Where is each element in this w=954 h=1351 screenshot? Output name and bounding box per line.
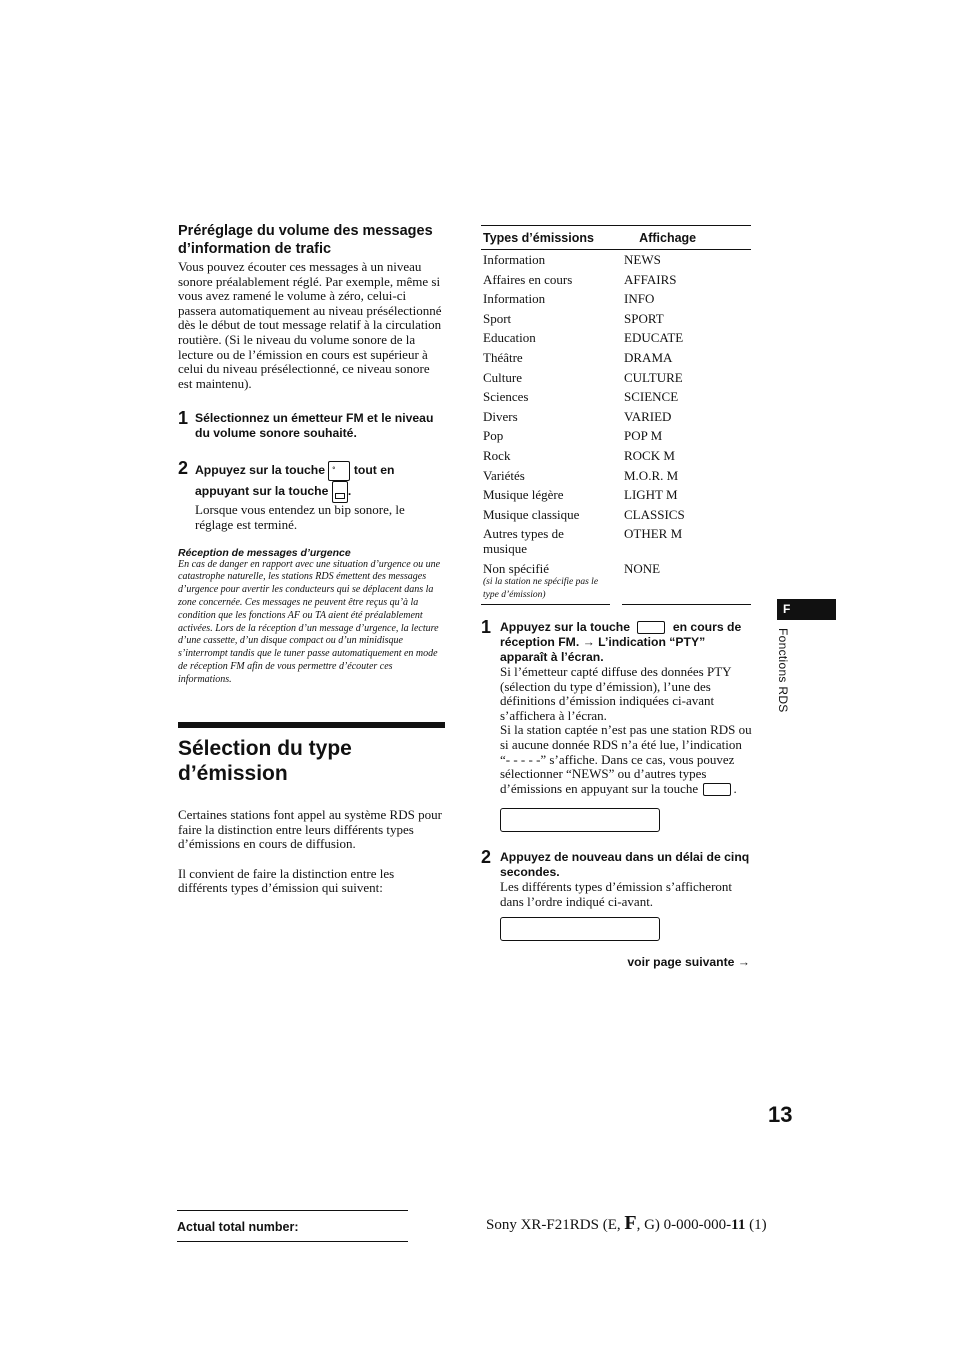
cell-note: (si la station ne spécifie pas le type d’émission) bbox=[483, 577, 599, 600]
step-text: Appuyez sur la touche bbox=[500, 620, 631, 634]
cell-display: SPORT bbox=[624, 310, 664, 326]
table-row bbox=[481, 508, 751, 523]
table-row bbox=[481, 273, 751, 288]
cell-type-text: Théâtre bbox=[483, 349, 523, 365]
table-row bbox=[481, 312, 751, 327]
footer-text-bold: 11 bbox=[731, 1217, 746, 1233]
footer-text-bold: F bbox=[624, 1212, 637, 1234]
cell-type-text: Sport bbox=[483, 310, 512, 326]
cell-type-text: Education bbox=[483, 330, 536, 346]
step-text: . bbox=[347, 484, 352, 499]
step-text: tout en appuyant sur la touche bbox=[195, 463, 395, 499]
cell-type bbox=[481, 253, 624, 268]
cell-type bbox=[481, 331, 624, 346]
cell-type-text: Variétés bbox=[483, 467, 525, 483]
display-illustration bbox=[500, 808, 660, 832]
cell-type-text: Rock bbox=[483, 447, 511, 463]
cell-display: POP M bbox=[624, 428, 663, 444]
step-number: 2 bbox=[481, 847, 492, 868]
cell-display: LIGHT M bbox=[624, 487, 678, 503]
step-body: Lorsque vous entendez un bip sonore, le réglage est terminé. bbox=[195, 502, 405, 532]
step-text: Si la station captée n’est pas une station RDS ou si aucune donnée RDS n’a été lue, l’indication “- - - - -” s’affiche. Dans ce cas, vous pouvez sélectionner “NEWS” ou d’autres types d’émissions en appuyant sur la touche bbox=[500, 722, 752, 796]
footer-total bbox=[177, 1210, 408, 1242]
cell-display: CULTURE bbox=[624, 369, 683, 385]
cell-type bbox=[481, 371, 624, 386]
step-1-preset bbox=[178, 408, 446, 441]
cell-display: INFO bbox=[624, 291, 655, 307]
header-display: Affichage bbox=[639, 230, 697, 245]
cell-type-text: Divers bbox=[483, 408, 518, 424]
cell-display: ROCK M bbox=[624, 447, 675, 463]
tab-letter: F bbox=[783, 602, 791, 616]
cell-type bbox=[481, 469, 624, 484]
step-2-preset bbox=[178, 458, 446, 532]
cell-type-text: Information bbox=[483, 252, 546, 267]
cell-type-text: Non spécifié bbox=[483, 560, 550, 576]
cell-display: DRAMA bbox=[624, 349, 673, 365]
cell-type-text: Autres types de musique bbox=[483, 526, 564, 556]
cell-display: CLASSICS bbox=[624, 506, 685, 522]
cell-type-text: Affaires en cours bbox=[483, 271, 573, 287]
cell-type bbox=[481, 273, 624, 288]
left-column bbox=[178, 222, 446, 687]
cell-type-text: Information bbox=[483, 291, 546, 307]
step-1-pty bbox=[481, 617, 753, 832]
step-text: Appuyez sur la touche bbox=[195, 463, 326, 478]
section-paragraph: Il convient de faire la distinction entre les différents types d’émission qui suivent: bbox=[178, 865, 395, 896]
step-title: Sélectionnez un émetteur FM et le niveau du volume sonore souhaité. bbox=[195, 411, 434, 441]
footer-model-code bbox=[486, 1212, 767, 1235]
table-row bbox=[481, 469, 751, 484]
section-paragraph: Certaines stations font appel au système RDS pour faire la distinction entre leurs différents types d’émissions en cours de diffusion. bbox=[178, 807, 442, 852]
footer-text: Sony XR-F21RDS (E, bbox=[486, 1217, 625, 1233]
table-body bbox=[481, 250, 751, 601]
table-row bbox=[481, 429, 751, 444]
step-text: en cours de réception FM. → L’indication “PTY” apparaît à l’écran. bbox=[500, 620, 742, 664]
note-body: En cas de danger en rapport avec une situation d’urgence ou une catastrophe naturelle, les stations RDS émettent des messages d’urgence pour avertir les conducteurs qui se déplacent dans la zone concernée. Ces messages ne peuvent être reçus qu’à la condition que les fonctions AF ou TA aient été préalablement activées. Lors de la réception d’un message d’urgence, la lecture d’une cassette, d’un disque compact ou d’un minidisque s’interrompt tandis que le tuner passe automatiquement en mode de réception FM afin de vous permettre d’écouter ces informations. bbox=[178, 558, 441, 685]
step-title: Appuyez de nouveau dans un délai de cinq secondes. bbox=[500, 850, 750, 880]
step-body: Les différents types d’émission s’afficheront dans l’ordre indiqué ci-avant. bbox=[500, 879, 733, 909]
pty-steps bbox=[481, 617, 753, 970]
table-row bbox=[481, 390, 751, 405]
table-row bbox=[481, 371, 751, 386]
cell-type-text: Musique classique bbox=[483, 506, 580, 522]
note-title: Réception de messages d’urgence bbox=[178, 546, 351, 559]
table-bottom-rule bbox=[481, 604, 751, 605]
page-number: 13 bbox=[768, 1102, 793, 1127]
table-row bbox=[481, 351, 751, 366]
ta-button-icon: ° bbox=[328, 461, 350, 481]
cell-type bbox=[481, 390, 624, 405]
cell-display: EDUCATE bbox=[624, 330, 684, 346]
step-title bbox=[500, 620, 753, 665]
cell-type bbox=[481, 429, 624, 444]
step-number: 2 bbox=[178, 458, 189, 479]
urgent-note bbox=[178, 547, 446, 687]
section-rule bbox=[178, 722, 445, 728]
table-row bbox=[481, 488, 751, 503]
cell-type-text: Culture bbox=[483, 369, 522, 385]
step-number: 1 bbox=[178, 408, 189, 429]
cell-display: NONE bbox=[624, 560, 661, 576]
cell-display: VARIED bbox=[624, 408, 672, 424]
pty-button-icon bbox=[637, 621, 665, 634]
table-row bbox=[481, 527, 751, 556]
cell-type bbox=[481, 508, 624, 523]
footer-total-label: Actual total number: bbox=[177, 1220, 299, 1234]
step-body bbox=[500, 723, 753, 796]
cell-type bbox=[481, 410, 624, 425]
cell-display: SCIENCE bbox=[624, 389, 679, 405]
table-header bbox=[481, 225, 751, 250]
cell-type bbox=[481, 312, 624, 327]
step-title bbox=[195, 461, 446, 503]
table-row bbox=[481, 562, 751, 602]
step-text: . bbox=[733, 780, 737, 796]
intro-paragraph: Vous pouvez écouter ces messages à un niveau sonore préalablement réglé. Par exemple, même si vous avez ramené le volume à zéro, celui-ci passera automatiquement au niveau présélectionné dès le début de tout message relatif à la circulation routière. (Si le niveau du volume sonore de la lecture ou de l’émission en cours est supérieur à celui du niveau présélectionné, ce niveau sonore est maintenu). bbox=[178, 259, 442, 391]
cell-type-text: Musique légère bbox=[483, 487, 564, 503]
step-2-pty bbox=[481, 847, 753, 940]
cell-type bbox=[481, 527, 624, 556]
cell-display: M.O.R. M bbox=[624, 467, 679, 483]
cell-display: OTHER M bbox=[624, 526, 683, 542]
cell-type bbox=[481, 562, 624, 602]
af-button-icon bbox=[332, 481, 348, 503]
cell-display: NEWS bbox=[624, 252, 661, 267]
section-side-label: Fonctions RDS bbox=[776, 628, 790, 713]
cell-type-text: Sciences bbox=[483, 389, 529, 405]
cell-display: AFFAIRS bbox=[624, 271, 677, 287]
section-tab bbox=[777, 599, 836, 620]
header-types: Types d’émissions bbox=[483, 230, 594, 245]
pty-table bbox=[481, 225, 751, 605]
step-body: Si l’émetteur capté diffuse des données PTY (sélection du type d’émission), l’une des définitions d’émission indiquées ci-avant s’affichera à l’écran. bbox=[500, 664, 732, 723]
table-row bbox=[481, 253, 751, 268]
cell-type bbox=[481, 449, 624, 464]
step-number: 1 bbox=[481, 617, 492, 637]
cell-type bbox=[481, 351, 624, 366]
display-illustration bbox=[500, 917, 660, 941]
footer-text: , G) 0-000-000- bbox=[636, 1217, 732, 1233]
table-row bbox=[481, 410, 751, 425]
next-page-note: voir page suivante → bbox=[627, 954, 750, 969]
cell-type-text: Pop bbox=[483, 428, 504, 444]
section-title: Sélection du type d’émission bbox=[178, 737, 352, 785]
cell-type bbox=[481, 488, 624, 503]
subsection-heading: Préréglage du volume des messages d’information de trafic bbox=[178, 223, 433, 257]
table-row bbox=[481, 292, 751, 307]
table-row bbox=[481, 331, 751, 346]
table-row bbox=[481, 449, 751, 464]
section-pty bbox=[178, 722, 445, 896]
cell-type bbox=[481, 292, 624, 307]
pty-button-icon bbox=[703, 783, 731, 796]
footer-text: (1) bbox=[745, 1217, 767, 1233]
